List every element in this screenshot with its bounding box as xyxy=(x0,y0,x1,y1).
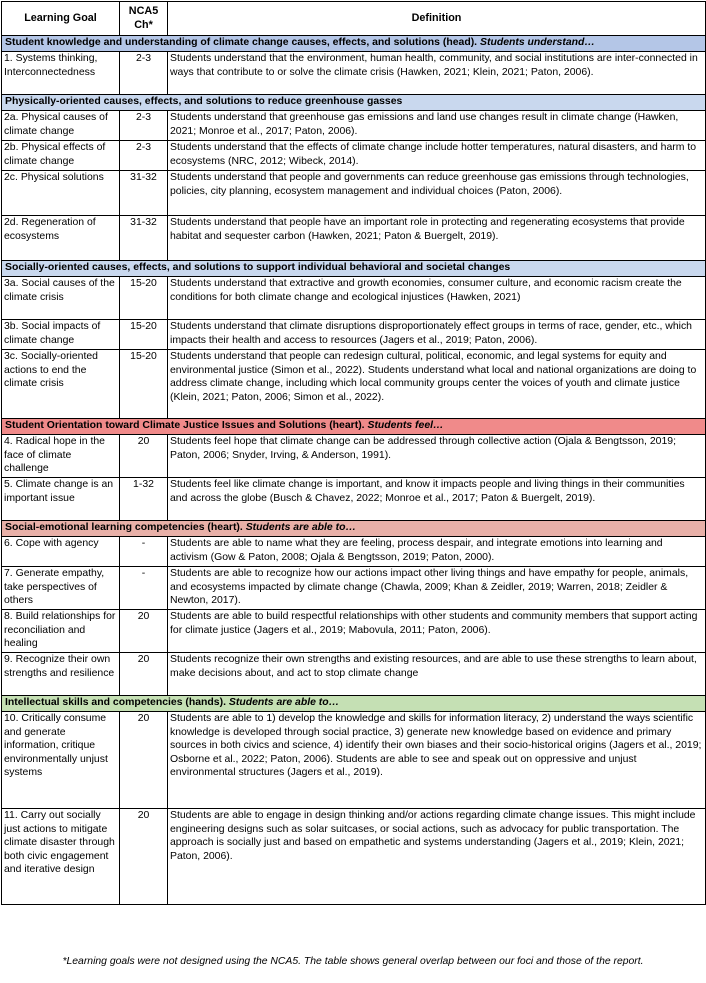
table-row xyxy=(2,350,706,419)
table-row xyxy=(2,435,706,478)
chapter-cell: 2-3 xyxy=(120,111,168,141)
chapter-cell: 20 xyxy=(120,809,168,905)
chapter-cell: 20 xyxy=(120,653,168,696)
table-row xyxy=(2,537,706,567)
definition-cell: Students understand that people can redesign cultural, political, economic, and legal systems for equity and environmental justice (Simon et al., 2022). Students understand what local and national organizations are doing to address climate change, including which local community groups center the voices of youth and climate justice (Klein, 2021; Paton, 2006; Simon et al., 2022). xyxy=(168,350,706,419)
table-row xyxy=(2,653,706,696)
goal-cell: 6. Cope with agency xyxy=(2,537,120,567)
header-definition: Definition xyxy=(168,2,706,36)
table-row xyxy=(2,171,706,216)
section-title: Student knowledge and understanding of climate change causes, effects, and solutions (head). xyxy=(5,37,478,48)
chapter-cell: - xyxy=(120,537,168,567)
chapter-cell: 15-20 xyxy=(120,350,168,419)
definition-cell: Students are able to recognize how our actions impact other living things and have empathy for people, animals, and ecosystems impacted by climate change (Chawla, 2009; Khan & Zeidler, 2019; Warren, 2018; Zeidler & Newton, 2017). xyxy=(168,567,706,610)
definition-cell: Students understand that climate disruptions disproportionately effect groups in terms of race, gender, etc., which impacts their health and access to resources (Jagers et al., 2019; Paton, 2006). xyxy=(168,320,706,350)
goal-cell: 7. Generate empathy, take perspectives of others xyxy=(2,567,120,610)
goal-cell: 2b. Physical effects of climate change xyxy=(2,141,120,171)
goal-cell: 9. Recognize their own strengths and resilience xyxy=(2,653,120,696)
section-title-em: Students understand… xyxy=(480,37,595,48)
definition-cell: Students are able to name what they are feeling, process despair, and integrate emotions into learning and activism (Gow & Paton, 2008; Ojala & Bengtsson, 2019; Paton, 2000). xyxy=(168,537,706,567)
header-nca5: NCA5 xyxy=(128,4,159,17)
goal-cell: 3c. Socially-oriented actions to end the climate crisis xyxy=(2,350,120,419)
table-row xyxy=(2,567,706,610)
chapter-cell: 20 xyxy=(120,435,168,478)
section-header-orientation xyxy=(2,419,706,435)
definition-cell: Students understand that the environment, human health, community, and social institutions are inter-connected in ways that contribute to or solve the climate crisis (Hawken, 2021; Klein, 2021; Paton, 2006). xyxy=(168,52,706,95)
chapter-cell: 1-32 xyxy=(120,478,168,521)
section-header-head xyxy=(2,36,706,52)
header-learning-goal: Learning Goal xyxy=(2,2,120,36)
goal-cell: 3a. Social causes of the climate crisis xyxy=(2,277,120,320)
section-title-em: Students are able to… xyxy=(245,522,356,533)
section-title: Physically-oriented causes, effects, and solutions to reduce greenhouse gasses xyxy=(5,96,403,107)
section-header-physical xyxy=(2,95,706,111)
chapter-cell: 2-3 xyxy=(120,52,168,95)
table-header-row xyxy=(2,2,706,36)
goal-cell: 10. Critically consume and generate information, critique environmentally unjust systems xyxy=(2,712,120,809)
goal-cell: 3b. Social impacts of climate change xyxy=(2,320,120,350)
definition-cell: Students feel hope that climate change can be addressed through collective action (Ojala & Bengtsson, 2019; Paton, 2006; Snyder, Irving, & Anderson, 1991). xyxy=(168,435,706,478)
section-title-em: Students feel… xyxy=(367,420,444,431)
chapter-cell: - xyxy=(120,567,168,610)
table-row xyxy=(2,111,706,141)
goal-cell: 2c. Physical solutions xyxy=(2,171,120,216)
chapter-cell: 15-20 xyxy=(120,277,168,320)
table-row xyxy=(2,478,706,521)
definition-cell: Students understand that extractive and growth economies, consumer culture, and economic racism create the conditions for both climate change and ecological injustices (Hawken, 2021) xyxy=(168,277,706,320)
table-row xyxy=(2,52,706,95)
definition-cell: Students are able to engage in design thinking and/or actions regarding climate change issues. This might include engineering designs such as solar suitcases, or social actions, such as advocacy for public transportation. The approach is socially just and based on empathetic and systems understanding (Jagers et al., 2019; Klein, 2021; Paton, 2006). xyxy=(168,809,706,905)
goal-cell: 11. Carry out socially just actions to mitigate climate disaster through both civic engagement and iterative design xyxy=(2,809,120,905)
definition-cell: Students understand that greenhouse gas emissions and land use changes result in climate change (Hawken, 2021; Monroe et al., 2017; Paton, 2006). xyxy=(168,111,706,141)
goal-cell: 1. Systems thinking, Interconnectedness xyxy=(2,52,120,95)
table-row xyxy=(2,141,706,171)
table-row xyxy=(2,320,706,350)
goal-cell: 2a. Physical causes of climate change xyxy=(2,111,120,141)
section-title: Student Orientation toward Climate Justice Issues and Solutions (heart). xyxy=(5,420,365,431)
header-nca5-ch xyxy=(120,2,168,36)
definition-cell: Students are able to build respectful relationships with other students and community members that support acting for climate justice (Jagers et al., 2019; Mabovula, 2011; Paton, 2006). xyxy=(168,610,706,653)
section-header-intellectual xyxy=(2,696,706,712)
chapter-cell: 20 xyxy=(120,610,168,653)
section-header-sel xyxy=(2,521,706,537)
goal-cell: 5. Climate change is an important issue xyxy=(2,478,120,521)
header-ch: Ch* xyxy=(134,18,153,31)
table-row xyxy=(2,216,706,261)
section-header-social xyxy=(2,261,706,277)
table-row xyxy=(2,712,706,809)
goal-cell: 8. Build relationships for reconciliation and healing xyxy=(2,610,120,653)
definition-cell: Students feel like climate change is important, and know it impacts people and living things in their communities and across the globe (Busch & Chavez, 2022; Monroe et al., 2017; Paton & Buergelt, 2019). xyxy=(168,478,706,521)
footnote: *Learning goals were not designed using the NCA5. The table shows general overlap between our foci and those of the report. xyxy=(62,956,644,967)
chapter-cell: 2-3 xyxy=(120,141,168,171)
table-row xyxy=(2,610,706,653)
definition-cell: Students understand that people and governments can reduce greenhouse gas emissions through technologies, policies, city planning, ecosystem management and individual choices (Paton, 2006). xyxy=(168,171,706,216)
section-title: Social-emotional learning competencies (heart). xyxy=(5,522,243,533)
chapter-cell: 31-32 xyxy=(120,216,168,261)
section-title: Intellectual skills and competencies (hands). xyxy=(5,697,226,708)
definition-cell: Students understand that the effects of climate change include hotter temperatures, natural disasters, and harm to ecosystems (NRC, 2012; Wibeck, 2014). xyxy=(168,141,706,171)
definition-cell: Students are able to 1) develop the knowledge and skills for information literacy, 2) understand the ways scientific knowledge is developed through social practice, 3) generate new knowledge based on evidence and primary sources in both civics and science, 4) identify their own biases and their socio-historical origins (Jagers et al., 2019; Osborne et al., 2022; Paton, 2006). Students are able to see and speak out on oppressive and unjust environmental structures (Jagers et al., 2019). xyxy=(168,712,706,809)
table-row xyxy=(2,809,706,905)
goal-cell: 4. Radical hope in the face of climate challenge xyxy=(2,435,120,478)
definition-cell: Students recognize their own strengths and existing resources, and are able to use these strengths to learn about, make decisions about, and act to stop climate change xyxy=(168,653,706,696)
goal-cell: 2d. Regeneration of ecosystems xyxy=(2,216,120,261)
chapter-cell: 15-20 xyxy=(120,320,168,350)
chapter-cell: 31-32 xyxy=(120,171,168,216)
definition-cell: Students understand that people have an important role in protecting and regenerating ecosystems that provide habitat and sequester carbon (Hawken, 2021; Paton & Buergelt, 2019). xyxy=(168,216,706,261)
section-title-em: Students are able to… xyxy=(228,697,340,708)
learning-goals-table xyxy=(1,1,706,905)
section-title: Socially-oriented causes, effects, and solutions to support individual behavioral and societal changes xyxy=(5,262,511,273)
table-row xyxy=(2,277,706,320)
chapter-cell: 20 xyxy=(120,712,168,809)
